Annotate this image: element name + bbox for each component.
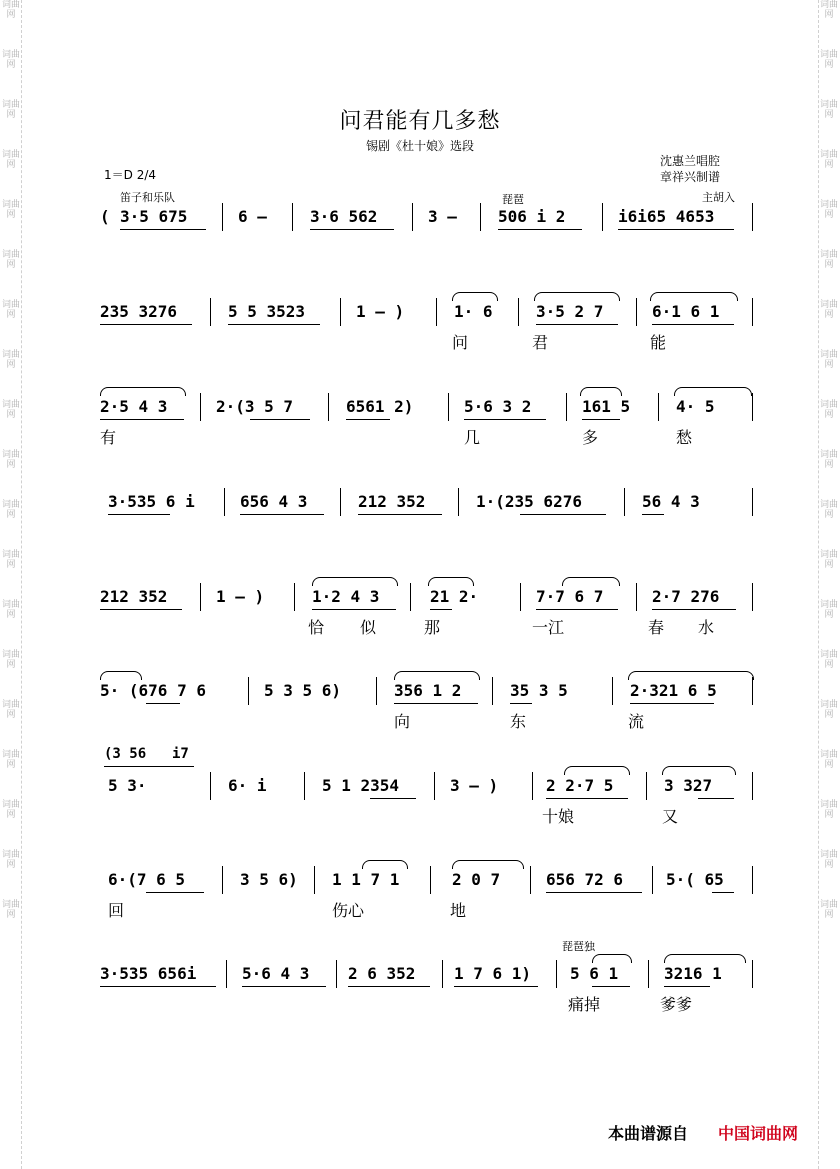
notation-segment: 656 72 6 bbox=[546, 870, 624, 889]
beam-line bbox=[618, 229, 734, 230]
beam-line bbox=[100, 419, 184, 420]
watermark-text: 词曲网 bbox=[2, 850, 20, 870]
beam-line bbox=[346, 419, 390, 420]
bar-line bbox=[222, 203, 223, 231]
lyric: 有 bbox=[100, 428, 117, 447]
bar-line bbox=[520, 583, 521, 611]
notation-segment: 6·1 6 1 bbox=[652, 302, 720, 321]
notation-segment: 5 1 2354 bbox=[322, 776, 400, 795]
beam-line bbox=[100, 609, 182, 610]
notation-segment: 2·7 276 bbox=[652, 587, 720, 606]
lyric: 能 bbox=[650, 333, 667, 352]
beam-line bbox=[250, 419, 310, 420]
lyric: 君 bbox=[532, 333, 549, 352]
slur bbox=[662, 766, 736, 775]
lyric: 回 bbox=[108, 901, 125, 920]
watermark-text: 词曲网 bbox=[2, 50, 20, 70]
notation-segment: 4· 5 bbox=[676, 397, 715, 416]
notation-segment: 1· 6 bbox=[454, 302, 493, 321]
notation-segment: 1·2 4 3 bbox=[312, 587, 380, 606]
slur bbox=[534, 292, 620, 301]
notation-segment: 161 5 bbox=[582, 397, 631, 416]
bar-line bbox=[648, 960, 649, 988]
notation-segment: 212 352 bbox=[358, 492, 426, 511]
watermark-text: 词曲网 bbox=[2, 500, 20, 520]
notation-segment: 35 3 5 bbox=[510, 681, 568, 700]
bar-line bbox=[612, 677, 613, 705]
notation-segment: 235 3276 bbox=[100, 302, 178, 321]
label-erhu: 主胡入 bbox=[702, 191, 735, 204]
bar-line bbox=[376, 677, 377, 705]
notation-segment: 3·5 2 7 bbox=[536, 302, 604, 321]
watermark-text: 词曲网 bbox=[820, 250, 838, 270]
bar-line bbox=[752, 393, 753, 421]
lyric: 伤心 bbox=[332, 901, 365, 920]
beam-line bbox=[664, 986, 710, 987]
grace-notes: i7 bbox=[172, 746, 189, 762]
watermark-text: 词曲网 bbox=[2, 250, 20, 270]
notation-segment: 2·321 6 5 bbox=[630, 681, 717, 700]
bar-line bbox=[224, 488, 225, 516]
notation-segment: 1 – ) bbox=[216, 587, 265, 606]
bar-line bbox=[248, 677, 249, 705]
watermark-text: 词曲网 bbox=[820, 850, 838, 870]
notation-segment: 1·(235 6276 bbox=[476, 492, 582, 511]
notation-segment: 3·6 562 bbox=[310, 207, 378, 226]
lyric: 向 bbox=[394, 712, 411, 731]
slur bbox=[100, 387, 186, 396]
watermark-text: 词曲网 bbox=[820, 200, 838, 220]
notation-segment: 6561 2) bbox=[346, 397, 414, 416]
beam-line bbox=[228, 324, 320, 325]
notation-segment: 3·5 675 bbox=[120, 207, 188, 226]
watermark-text: 词曲网 bbox=[820, 900, 838, 920]
bar-line bbox=[636, 298, 637, 326]
notation-segment: 2·5 4 3 bbox=[100, 397, 168, 416]
bar-line bbox=[646, 772, 647, 800]
slur bbox=[312, 577, 398, 586]
score-line-7 bbox=[100, 776, 760, 826]
bar-line bbox=[410, 583, 411, 611]
score-line-9 bbox=[100, 964, 760, 1014]
beam-line bbox=[146, 703, 180, 704]
beam-line bbox=[310, 229, 394, 230]
notation-segment: i6i65 4653 bbox=[618, 207, 715, 226]
lyric: 那 bbox=[424, 618, 441, 637]
watermark-text: 词曲网 bbox=[820, 550, 838, 570]
slur bbox=[592, 954, 632, 963]
score-line-1 bbox=[100, 207, 760, 237]
notation-segment: 2 2·7 5 bbox=[546, 776, 614, 795]
beam-line bbox=[652, 324, 734, 325]
watermark-text: 词曲网 bbox=[2, 450, 20, 470]
bar-line bbox=[340, 488, 341, 516]
bar-line bbox=[434, 772, 435, 800]
bar-line bbox=[458, 488, 459, 516]
notation-segment: 3 5 6) bbox=[240, 870, 298, 889]
beam-line bbox=[546, 798, 628, 799]
lyric: 爹爹 bbox=[660, 995, 693, 1014]
notation-segment: 5 3· bbox=[108, 776, 147, 795]
lyric: 恰 bbox=[308, 618, 325, 637]
beam-line bbox=[240, 514, 324, 515]
beam-line bbox=[370, 798, 416, 799]
slur bbox=[628, 671, 754, 680]
beam-line bbox=[582, 419, 620, 420]
watermark-text: 词曲网 bbox=[2, 300, 20, 320]
notation-segment: 2 0 7 bbox=[452, 870, 501, 889]
score-line-3 bbox=[100, 397, 760, 447]
slur bbox=[664, 954, 746, 963]
notation-segment: 21 2· bbox=[430, 587, 479, 606]
notation-segment: 6·(7 6 5 bbox=[108, 870, 186, 889]
slur bbox=[674, 387, 752, 396]
bar-line bbox=[530, 866, 531, 894]
bar-line bbox=[752, 583, 753, 611]
bar-line bbox=[752, 298, 753, 326]
key-signature: 1＝D 2/4 bbox=[104, 168, 157, 182]
watermark-text: 词曲网 bbox=[2, 100, 20, 120]
bar-line bbox=[532, 772, 533, 800]
bar-line bbox=[752, 677, 753, 705]
watermark-text: 词曲网 bbox=[820, 350, 838, 370]
beam-line bbox=[100, 324, 192, 325]
lyric: 痛掉 bbox=[568, 995, 601, 1014]
notation-segment: 7·7 6 7 bbox=[536, 587, 604, 606]
lyric: 十娘 bbox=[542, 807, 575, 826]
watermark-text: 词曲网 bbox=[820, 500, 838, 520]
bar-line bbox=[752, 772, 753, 800]
slur bbox=[580, 387, 622, 396]
watermark-text: 词曲网 bbox=[2, 800, 20, 820]
notation-segment: ( bbox=[100, 207, 110, 226]
right-margin-line bbox=[818, 0, 819, 1169]
beam-line bbox=[520, 514, 606, 515]
slur bbox=[452, 292, 498, 301]
beam-line bbox=[698, 798, 734, 799]
bar-line bbox=[652, 866, 653, 894]
lyric: 多 bbox=[582, 428, 599, 447]
bar-line bbox=[752, 960, 753, 988]
watermark-text: 词曲网 bbox=[2, 700, 20, 720]
bar-line bbox=[314, 866, 315, 894]
bar-line bbox=[752, 488, 753, 516]
beam-line bbox=[454, 986, 538, 987]
bar-line bbox=[304, 772, 305, 800]
notation-segment: 1 1 7 1 bbox=[332, 870, 400, 889]
bar-line bbox=[752, 866, 753, 894]
notation-segment: 356 1 2 bbox=[394, 681, 462, 700]
beam-line bbox=[464, 419, 546, 420]
beam-line bbox=[430, 609, 452, 610]
watermark-text: 词曲网 bbox=[2, 600, 20, 620]
watermark-text: 词曲网 bbox=[2, 900, 20, 920]
credit-transcriber: 章祥兴制谱 bbox=[660, 170, 721, 184]
label-intro: 笛子和乐队 bbox=[120, 191, 175, 204]
lyric: 地 bbox=[450, 901, 467, 920]
watermark-text: 词曲网 bbox=[820, 700, 838, 720]
watermark-text: 词曲网 bbox=[820, 400, 838, 420]
bar-line bbox=[518, 298, 519, 326]
notation-segment: 1 – ) bbox=[356, 302, 405, 321]
notation-segment: 6· i bbox=[228, 776, 267, 795]
watermark-text: 词曲网 bbox=[820, 600, 838, 620]
bar-line bbox=[442, 960, 443, 988]
notation-segment: 656 4 3 bbox=[240, 492, 308, 511]
watermark-text: 词曲网 bbox=[2, 650, 20, 670]
slur bbox=[564, 766, 630, 775]
notation-segment: 506 i 2 bbox=[498, 207, 566, 226]
notation-segment: 5·6 4 3 bbox=[242, 964, 310, 983]
score-line-6 bbox=[100, 681, 760, 731]
notation-segment: 2·(3 5 7 bbox=[216, 397, 294, 416]
bar-line bbox=[430, 866, 431, 894]
beam-line bbox=[108, 514, 170, 515]
bar-line bbox=[340, 298, 341, 326]
beam-line bbox=[146, 892, 204, 893]
notation-segment: 3 – ) bbox=[450, 776, 499, 795]
notation-segment: 6 – bbox=[238, 207, 267, 226]
bar-line bbox=[226, 960, 227, 988]
slur bbox=[428, 577, 474, 586]
bar-line bbox=[200, 393, 201, 421]
right-watermark-strip bbox=[820, 0, 838, 1169]
notation-segment: 5·( 65 bbox=[666, 870, 724, 889]
score-line-4 bbox=[100, 492, 760, 522]
beam-line bbox=[358, 514, 442, 515]
lyric: 春 bbox=[648, 618, 665, 637]
beam-line bbox=[546, 892, 642, 893]
bar-line bbox=[658, 393, 659, 421]
beam-line bbox=[652, 609, 736, 610]
watermark-text: 词曲网 bbox=[2, 550, 20, 570]
watermark-text: 词曲网 bbox=[820, 750, 838, 770]
beam-line bbox=[348, 986, 430, 987]
watermark-text: 词曲网 bbox=[820, 300, 838, 320]
watermark-text: 词曲网 bbox=[2, 0, 20, 20]
bar-line bbox=[294, 583, 295, 611]
bar-line bbox=[292, 203, 293, 231]
slur bbox=[100, 671, 142, 680]
site-name[interactable]: 中国词曲网 bbox=[718, 1124, 799, 1143]
bar-line bbox=[566, 393, 567, 421]
bar-line bbox=[556, 960, 557, 988]
beam-line bbox=[592, 986, 630, 987]
score-line-5 bbox=[100, 587, 760, 637]
lyric: 流 bbox=[628, 712, 645, 731]
beam-line bbox=[510, 703, 532, 704]
watermark-text: 词曲网 bbox=[820, 650, 838, 670]
notation-segment: 5· (676 7 6 bbox=[100, 681, 206, 700]
beam-line bbox=[536, 609, 618, 610]
lyric: 似 bbox=[360, 618, 377, 637]
score-subtitle: 锡剧《杜十娘》选段 bbox=[365, 139, 474, 153]
label-pipa-solo: 琵琶独 bbox=[562, 940, 595, 953]
label-pipa: 琵琶 bbox=[502, 193, 524, 206]
watermark-text: 词曲网 bbox=[820, 450, 838, 470]
beam-line bbox=[104, 766, 194, 767]
score-line-2 bbox=[100, 302, 760, 352]
credit-singer: 沈惠兰唱腔 bbox=[660, 154, 721, 168]
notation-segment: 3·535 6 i bbox=[108, 492, 195, 511]
lyric: 愁 bbox=[676, 428, 693, 447]
bar-line bbox=[480, 203, 481, 231]
bar-line bbox=[636, 583, 637, 611]
bar-line bbox=[436, 298, 437, 326]
beam-line bbox=[536, 324, 618, 325]
slur bbox=[394, 671, 480, 680]
bar-line bbox=[752, 203, 753, 231]
lyric: 水 bbox=[698, 618, 715, 637]
slur bbox=[650, 292, 738, 301]
slur bbox=[452, 860, 524, 869]
beam-line bbox=[312, 609, 396, 610]
lyric: 又 bbox=[662, 807, 679, 826]
watermark-text: 词曲网 bbox=[2, 150, 20, 170]
watermark-text: 词曲网 bbox=[820, 150, 838, 170]
watermark-text: 词曲网 bbox=[2, 350, 20, 370]
bar-line bbox=[336, 960, 337, 988]
notation-segment: 3·535 656i bbox=[100, 964, 197, 983]
watermark-text: 词曲网 bbox=[820, 50, 838, 70]
bar-line bbox=[448, 393, 449, 421]
notation-segment: 1 7 6 1) bbox=[454, 964, 532, 983]
notation-segment: 212 352 bbox=[100, 587, 168, 606]
score-title: 问君能有几多愁 bbox=[339, 109, 501, 134]
slur bbox=[362, 860, 408, 869]
notation-segment: 5 3 5 6) bbox=[264, 681, 342, 700]
notation-segment: 5 6 1 bbox=[570, 964, 619, 983]
bar-line bbox=[624, 488, 625, 516]
watermark-text: 词曲网 bbox=[2, 400, 20, 420]
notation-segment: 56 4 3 bbox=[642, 492, 700, 511]
bar-line bbox=[492, 677, 493, 705]
watermark-text: 词曲网 bbox=[820, 0, 838, 20]
lyric: 几 bbox=[464, 428, 481, 447]
left-margin-line bbox=[21, 0, 22, 1169]
beam-line bbox=[242, 986, 326, 987]
lyric: 东 bbox=[510, 712, 527, 731]
notation-segment: 5·6 3 2 bbox=[464, 397, 532, 416]
watermark-text: 词曲网 bbox=[820, 800, 838, 820]
bar-line bbox=[222, 866, 223, 894]
beam-line bbox=[120, 229, 206, 230]
bar-line bbox=[210, 772, 211, 800]
notation-segment: 5 5 3523 bbox=[228, 302, 306, 321]
beam-line bbox=[498, 229, 582, 230]
beam-line bbox=[712, 892, 734, 893]
bar-line bbox=[412, 203, 413, 231]
notation-segment: 3216 1 bbox=[664, 964, 722, 983]
bar-line bbox=[200, 583, 201, 611]
beam-line bbox=[100, 986, 216, 987]
bar-line bbox=[328, 393, 329, 421]
notation-segment: 2 6 352 bbox=[348, 964, 416, 983]
beam-line bbox=[642, 514, 664, 515]
slur bbox=[562, 577, 620, 586]
left-watermark-strip bbox=[2, 0, 20, 1169]
bar-line bbox=[210, 298, 211, 326]
watermark-text: 词曲网 bbox=[2, 200, 20, 220]
grace-notes: (3 56 bbox=[104, 746, 147, 762]
notation-segment: 3 327 bbox=[664, 776, 713, 795]
watermark-text: 词曲网 bbox=[2, 750, 20, 770]
lyric: 问 bbox=[452, 333, 469, 352]
notation-segment: 3 – bbox=[428, 207, 457, 226]
beam-line bbox=[394, 703, 478, 704]
bar-line bbox=[602, 203, 603, 231]
source-label: 本曲谱源自 bbox=[608, 1124, 689, 1143]
beam-line bbox=[630, 703, 714, 704]
lyric: 一江 bbox=[532, 618, 565, 637]
score-line-8 bbox=[100, 870, 760, 920]
watermark-text: 词曲网 bbox=[820, 100, 838, 120]
